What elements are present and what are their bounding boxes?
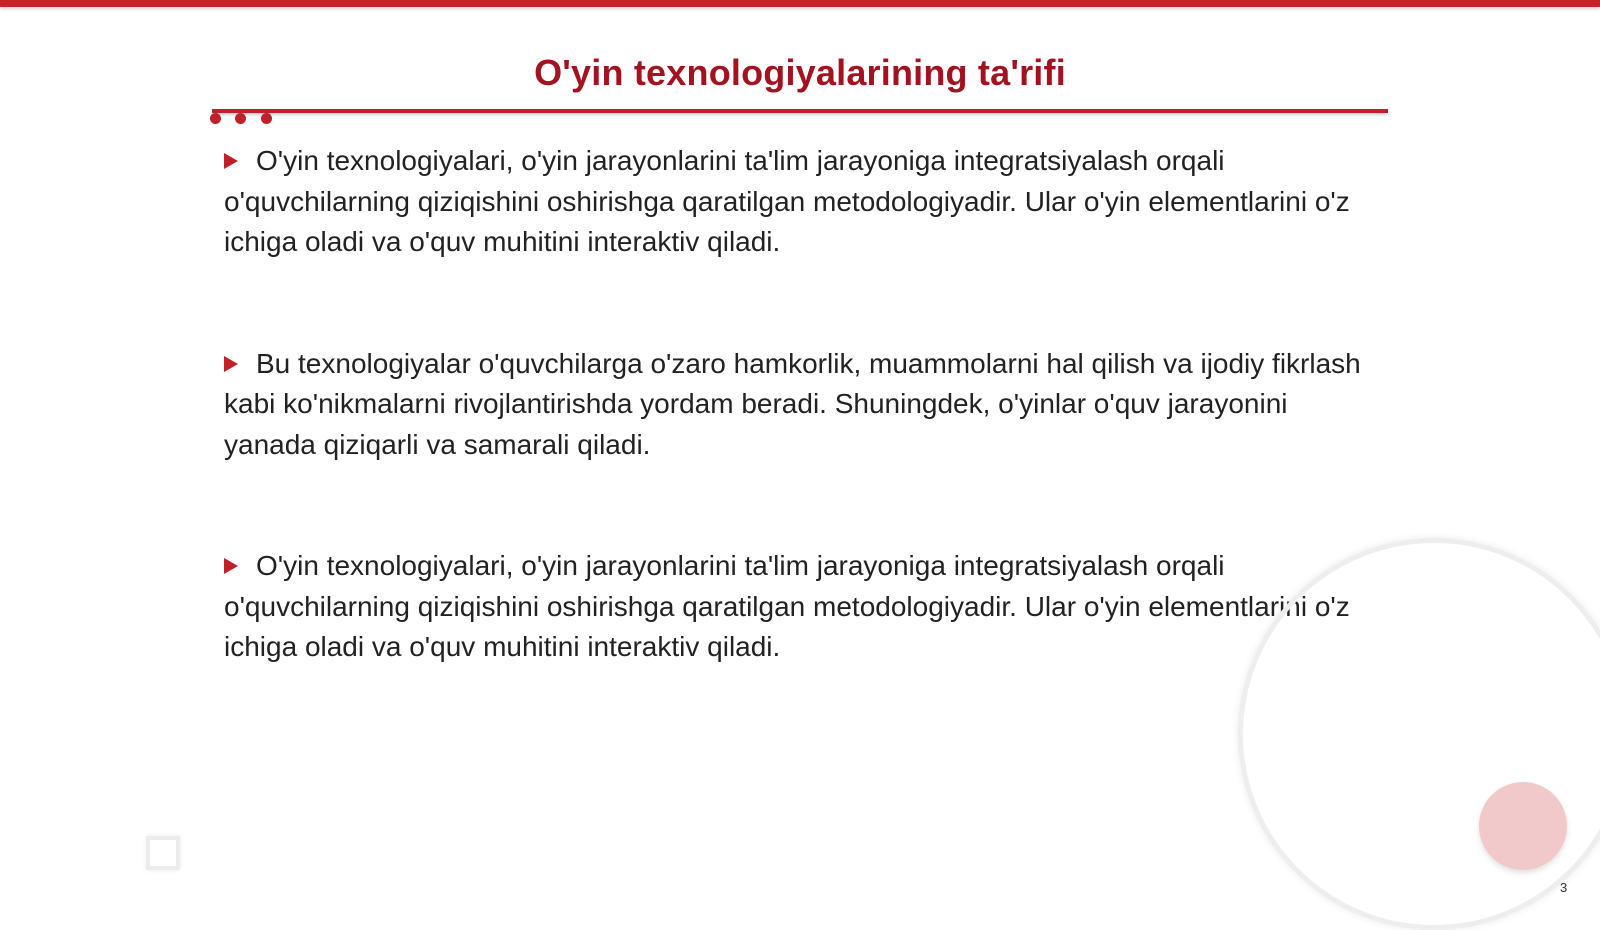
bullet-item (224, 344, 1374, 466)
decor-dot-1 (210, 113, 221, 124)
decor-ring (1238, 538, 1600, 930)
bullet-item (224, 141, 1374, 263)
bullet-text: O'yin texnologiyalari, o'yin jarayonlarini ta'lim jarayoniga integratsiyalash orqali o'quvchilarning qiziqishini oshirishga qaratilgan metodologiyadir. Ular o'yin elementlarini o'z ichiga oladi va o'quv muhitini interaktiv qiladi. (224, 145, 1350, 257)
triangle-right-icon (224, 558, 238, 574)
decor-dot-3 (261, 113, 272, 124)
decor-pink-circle (1479, 782, 1567, 870)
triangle-right-icon (224, 356, 238, 372)
title-underline (212, 109, 1388, 113)
bullet-text: Bu texnologiyalar o'quvchilarga o'zaro hamkorlik, muammolarni hal qilish va ijodiy fikrlash kabi ko'nikmalarni rivojlantirishda yordam beradi. Shuningdek, o'yinlar o'quv jarayonini yanada qiziqarli va samarali qiladi. (224, 347, 1361, 460)
bullet-item (224, 546, 1374, 668)
slide-title: O'yin texnologiyalarining ta'rifi (534, 52, 1066, 93)
decor-dot-2 (235, 113, 246, 124)
decor-square (146, 836, 180, 870)
bullet-list (224, 141, 1374, 749)
bullet-text: O'yin texnologiyalari, o'yin jarayonlarini ta'lim jarayoniga integratsiyalash orqali o'quvchilarning qiziqishini oshirishga qaratilgan metodologiyadir. Ular o'yin elementlarini o'z ichiga oladi va o'quv muhitini interaktiv qiladi. (224, 550, 1350, 662)
page-number: 3 (1560, 880, 1568, 895)
triangle-right-icon (224, 153, 238, 169)
top-accent-bar (0, 0, 1600, 7)
